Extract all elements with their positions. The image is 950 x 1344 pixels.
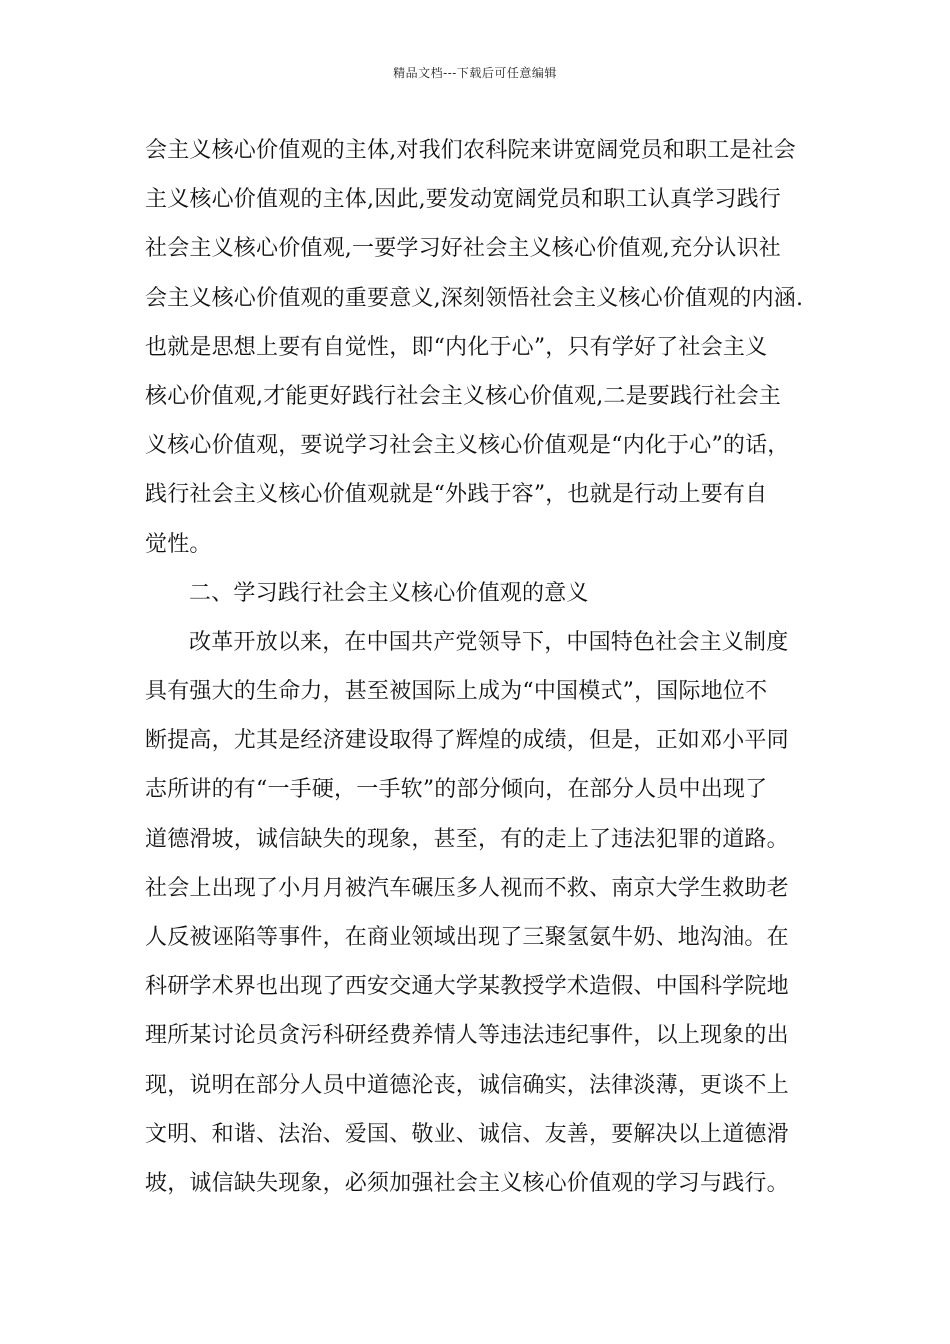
body-line: 核心价值观,才能更好践行社会主义核心价值观,二是要践行社会主	[145, 383, 781, 409]
body-line: 理所某讨论员贪污科研经费养情人等违法违纪事件，以上现象的出	[145, 1023, 789, 1049]
section-heading: 二、学习践行社会主义核心价值观的意义	[189, 580, 589, 606]
body-line: 科研学术界也出现了西安交通大学某教授学术造假、中国科学院地	[145, 974, 789, 1000]
body-line: 具有强大的生命力，甚至被国际上成为“中国模式”，国际地位不	[145, 679, 768, 705]
body-line: 社会上出现了小月月被汽车碾压多人视而不救、南京大学生救助老	[145, 875, 789, 901]
paragraph-first-line: 改革开放以来，在中国共产党领导下，中国特色社会主义制度	[189, 629, 789, 655]
body-line: 会主义核心价值观的重要意义,深刻领悟社会主义核心价值观的内涵.	[145, 285, 804, 311]
body-line: 现，说明在部分人员中道德沦丧，诚信确实，法律淡薄，更谈不上	[145, 1072, 789, 1098]
page-header: 精品文档---下载后可任意编辑	[393, 66, 557, 80]
body-line: 觉性。	[145, 531, 212, 557]
body-line: 主义核心价值观的主体,因此,要发动宽阔党员和职工认真学习践行	[145, 187, 781, 213]
body-line: 断提高，尤其是经济建设取得了辉煌的成绩，但是，正如邓小平同	[145, 728, 789, 754]
body-line: 道德滑坡，诚信缺失的现象，甚至，有的走上了违法犯罪的道路。	[145, 826, 789, 852]
body-line: 也就是思想上要有自觉性，即“内化于心”，只有学好了社会主义	[145, 334, 768, 360]
body-line: 人反被诬陷等事件，在商业领域出现了三聚氢氨牛奶、地沟油。在	[145, 925, 789, 950]
document-body	[145, 126, 815, 1208]
body-line: 志所讲的有“一手硬，一手软”的部分倾向，在部分人员中出现了	[145, 777, 768, 803]
body-line: 践行社会主义核心价值观就是“外践于容”，也就是行动上要有自	[145, 482, 768, 508]
body-line: 文明、和谐、法治、爱国、敬业、诚信、友善，要解决以上道德滑	[145, 1121, 789, 1147]
body-line: 坡，诚信缺失现象，必须加强社会主义核心价值观的学习与践行。	[145, 1170, 789, 1196]
body-line: 会主义核心价值观的主体,对我们农科院来讲宽阔党员和职工是社会	[145, 138, 796, 163]
body-line: 义核心价值观，要说学习社会主义核心价值观是“内化于心”的话，	[145, 433, 790, 459]
body-line: 社会主义核心价值观,一要学习好社会主义核心价值观,充分认识社	[145, 236, 781, 262]
